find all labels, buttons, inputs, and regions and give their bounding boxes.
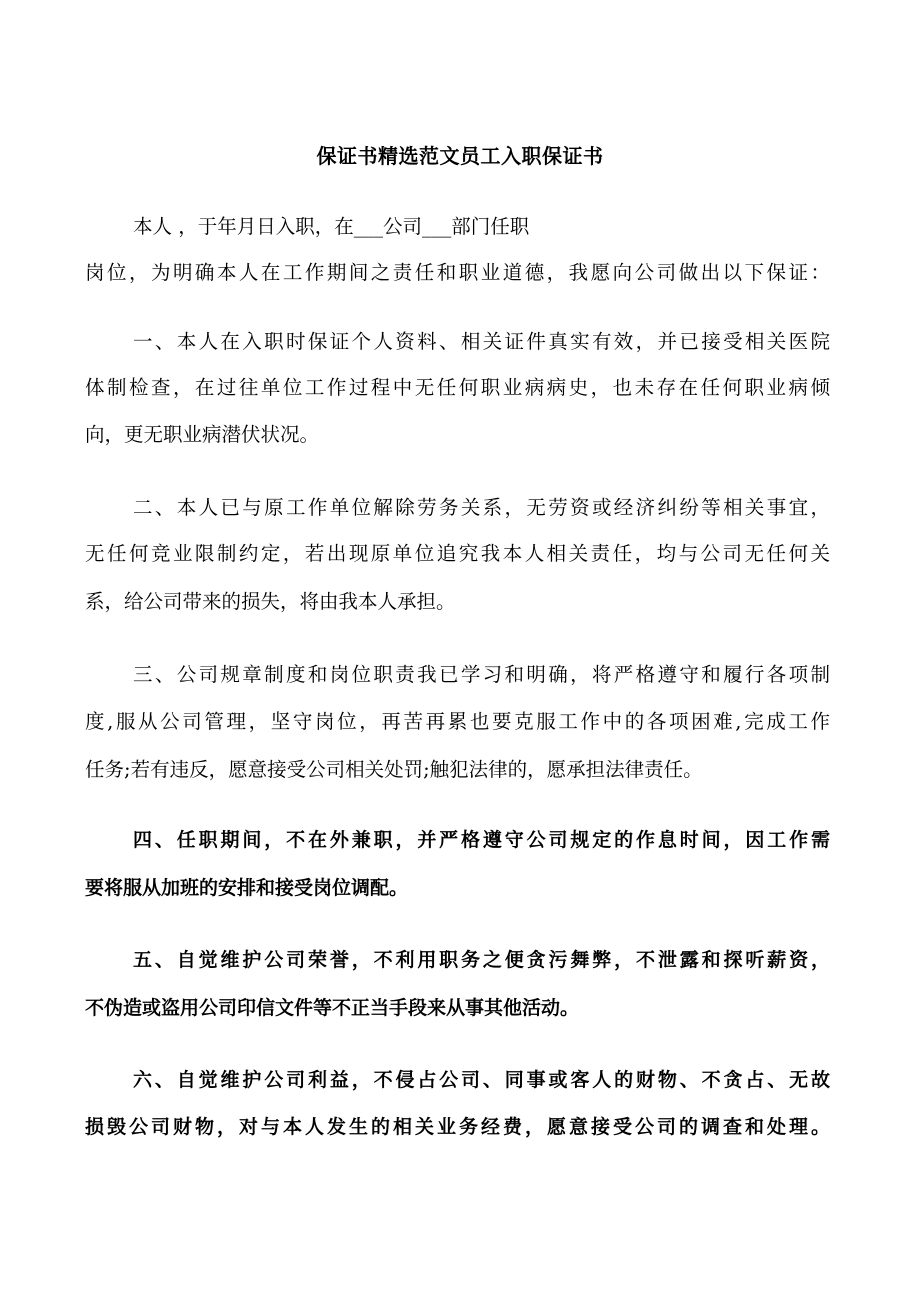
clause-1-line-3: 向，更无职业病潜伏状况。 xyxy=(85,423,320,446)
clause-4-line-2: 要将服从加班的安排和接受岗位调配。 xyxy=(85,877,409,899)
clause-5-line-1: 五、自觉维护公司荣誉，不利用职务之便贪污舞弊，不泄露和探听薪资， xyxy=(133,949,830,971)
clause-5-line-2: 不伪造或盗用公司印信文件等不正当手段来从事其他活动。 xyxy=(85,997,580,1019)
clause-2-line-3: 系，给公司带来的损失，将由我本人承担。 xyxy=(85,590,456,613)
clause-3-line-3: 任务;若有违反，愿意接受公司相关处罚;触犯法律的，愿承担法律责任。 xyxy=(85,758,703,781)
clause-2-line-2: 无任何竞业限制约定，若出现原单位追究我本人相关责任，均与公司无任何关 xyxy=(85,542,830,565)
intro-line-2: 岗位，为明确本人在工作期间之责任和职业道德，我愿向公司做出以下保证： xyxy=(85,261,830,284)
clause-3-line-1: 三、公司规章制度和岗位职责我已学习和明确，将严格遵守和履行各项制 xyxy=(133,663,830,686)
clause-6-line-1: 六、自觉维护公司利益，不侵占公司、同事或客人的财物、不贪占、无故 xyxy=(133,1069,830,1091)
document-title: 保证书精选范文员工入职保证书 xyxy=(316,144,604,168)
clause-1-line-2: 体制检查，在过往单位工作过程中无任何职业病病史，也未存在任何职业病倾 xyxy=(85,376,830,399)
intro-line-1: 本人 ，于年月日入职，在___公司___部门任职 xyxy=(133,215,530,238)
clause-1-line-1: 一、本人在入职时保证个人资料、相关证件真实有效，并已接受相关医院 xyxy=(133,330,830,353)
clause-2-line-1: 二、本人已与原工作单位解除劳务关系，无劳资或经济纠纷等相关事宜， xyxy=(133,496,830,519)
clause-3-line-2: 度,服从公司管理，坚守岗位，再苦再累也要克服工作中的各项困难,完成工作 xyxy=(85,710,830,733)
clause-6-line-2: 损毁公司财物，对与本人发生的相关业务经费，愿意接受公司的调查和处理。 xyxy=(85,1116,830,1138)
clause-4-line-1: 四、任职期间，不在外兼职，并严格遵守公司规定的作息时间，因工作需 xyxy=(133,829,830,851)
